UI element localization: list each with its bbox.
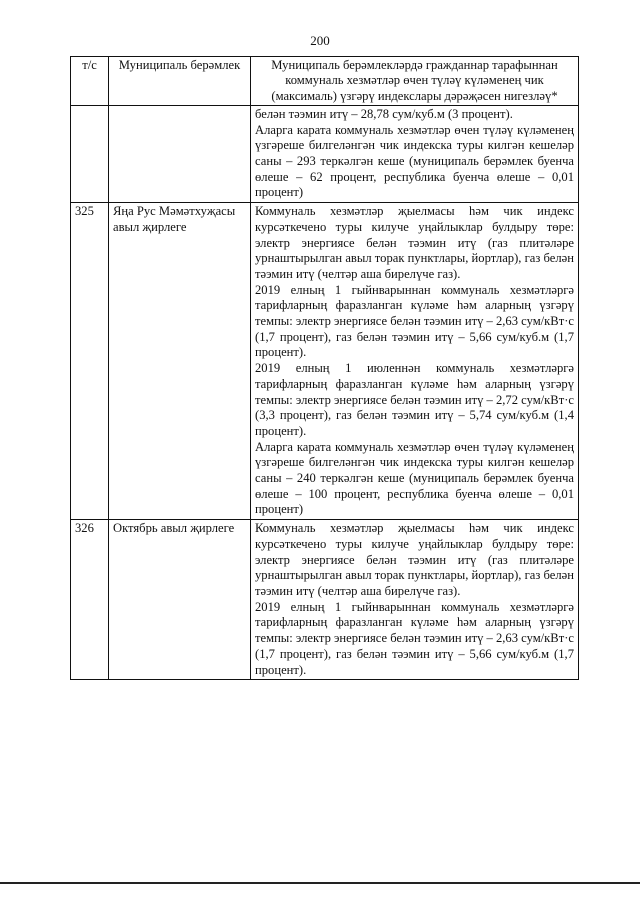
description-paragraph: 2019 елның 1 гыйнварыннан коммуналь хезмәтләргә тарифларның фаразланган күләме һәм аларның үзгәрү темпы: электр энергиясе белән тәэмин итү – 2,63 сум/кВт·с (1,7 процент), газ белән тәэмин итү – 5,66 сум/куб.м (1,7 процент).: [255, 282, 574, 360]
table-row: [71, 203, 579, 520]
row-municipality: Октябрь авыл җирлеге: [109, 520, 251, 680]
description-paragraph: Аларга карата коммуналь хезмәтләр өчен түләү күләменең үзгәреше билгеләнгән чик индекска туры килгән кешеләр саны – 293 теркәлгән кеше (муниципаль берәмлек буенча өлеше – 62 процент, республика буенча өлеше – 0,01 процент): [255, 122, 574, 200]
table-row: [71, 520, 579, 680]
description-paragraph: Аларга карата коммуналь хезмәтләр өчен түләү күләменең үзгәреше билгеләнгән чик индекска туры килгән кешеләр саны – 240 теркәлгән кеше (муниципаль берәмлек буенча өлеше – 100 процент, республика буенча өлеше – 0,01 процент): [255, 439, 574, 517]
table-header-row: [71, 57, 579, 106]
row-number: 326: [71, 520, 109, 680]
description-paragraph: Коммуналь хезмәтләр җыелмасы һәм чик индекс курсәткечено туры килуче уңайлыклар булдыру төре: электр энергиясе белән тәэмин итү (газ плитәләре урнаштырылган авыл торак пунктлары, йортлар), газ белән тәэмин итү (челтәр аша бирелүче газ).: [255, 204, 574, 281]
page-number: 200: [310, 33, 330, 48]
row-municipality: [109, 105, 251, 202]
row-description: [251, 520, 579, 680]
row-municipality: Яңа Рус Мәмәтхуҗасы авыл җирлеге: [109, 203, 251, 520]
description-paragraph: 2019 елның 1 июленнән коммуналь хезмәтләргә тарифларның фаразланган күләме һәм аларның үзгәрү темпы: электр энергиясе белән тәэмин итү – 2,72 сум/кВт·с (3,3 процент), газ белән тәэмин итү – 5,74 сум/куб.м (1,4 процент).: [255, 361, 574, 438]
header-description: Муниципаль берәмлекләрдә гражданнар тарафыннан коммуналь хезмәтләр өчен түләү күләменең чик (максималь) үзгәрү индекслары дәрәҗәсен нигезләү*: [251, 57, 579, 106]
description-paragraph: белән тәэмин итү – 28,78 сум/куб.м (3 процент).: [255, 106, 513, 121]
row-number: 325: [71, 203, 109, 520]
page-bottom-border: [0, 882, 640, 884]
header-municipality: Муниципаль берәмлек: [109, 57, 251, 106]
tariff-table: [70, 56, 579, 680]
table-row: [71, 105, 579, 202]
description-paragraph: Коммуналь хезмәтләр җыелмасы һәм чик индекс курсәткечено туры килуче уңайлыклар булдыру төре: электр энергиясе белән тәэмин итү (газ плитәләре урнаштырылган авыл торак пунктлары, йортлар), газ белән тәэмин итү (челтәр аша бирелүче газ).: [255, 521, 574, 598]
row-description: [251, 203, 579, 520]
description-paragraph: 2019 елның 1 гыйнварыннан коммуналь хезмәтләргә тарифларның фаразланган күләме һәм аларның үзгәрү темпы: электр энергиясе белән тәэмин итү – 2,63 сум/кВт·с (1,7 процент), газ белән тәэмин итү – 5,66 сум/куб.м (1,7 процент).: [255, 599, 574, 677]
header-number: т/с: [71, 57, 109, 106]
row-description: [251, 105, 579, 202]
row-number: [71, 105, 109, 202]
